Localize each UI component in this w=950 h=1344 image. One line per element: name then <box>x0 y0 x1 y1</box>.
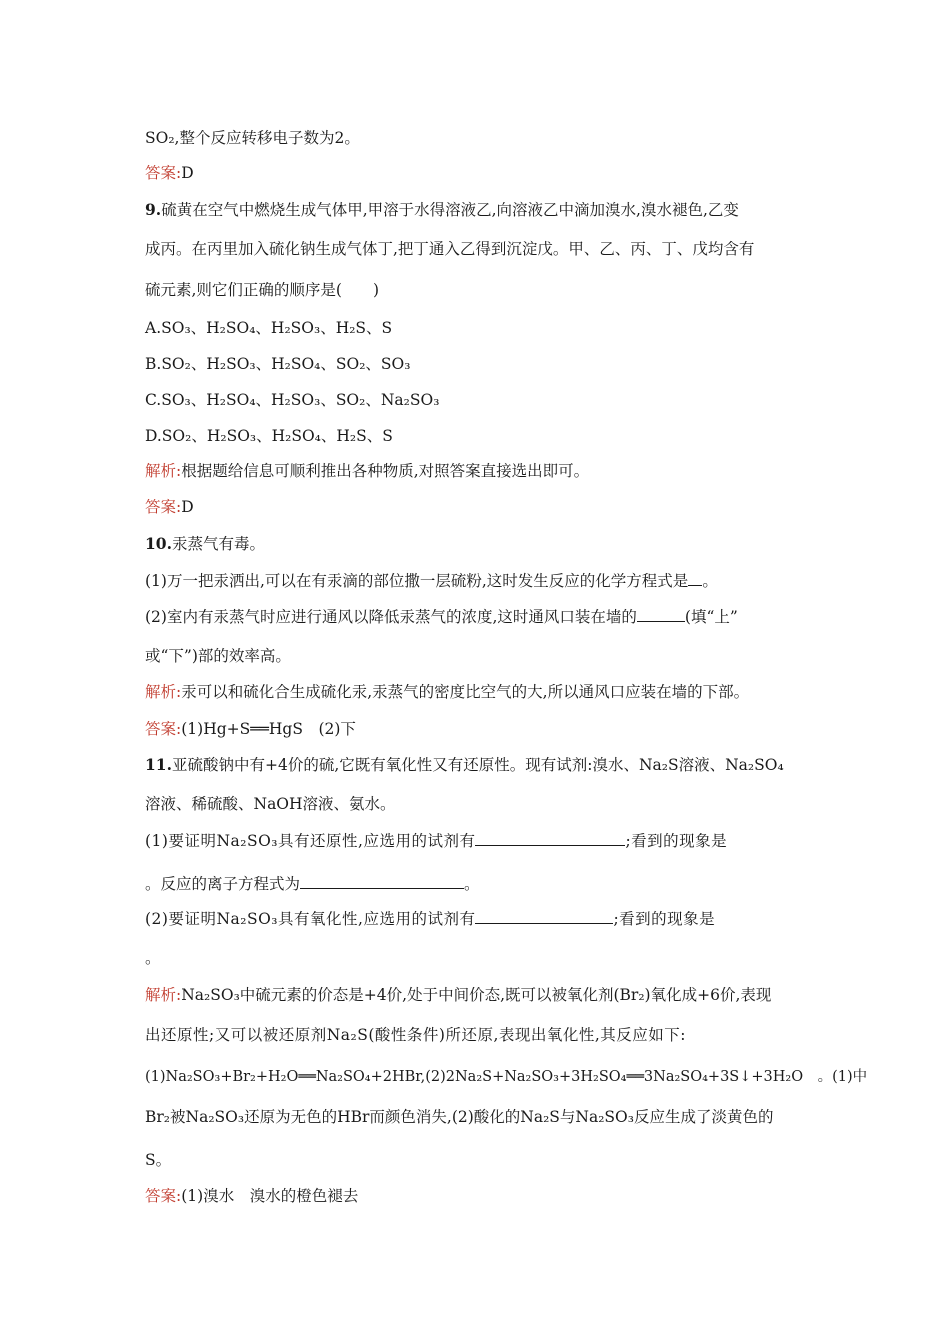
q10-answer-line <box>145 718 810 740</box>
q11-analysis-line-5: S。 <box>145 1151 172 1169</box>
q10-part2-end: (填“上” <box>684 608 738 626</box>
q9-analysis-line <box>145 460 810 482</box>
q8-answer-line <box>145 162 810 184</box>
q10-title-line <box>145 533 810 555</box>
q9-answer-line <box>145 496 810 518</box>
q11-analysis-line-2: 出还原性;又可以被还原剂Na₂S(酸性条件)所还原,表现出氧化性,其反应如下: <box>145 1026 687 1044</box>
q10-analysis-text: 汞可以和硫化合生成硫化汞,汞蒸气的密度比空气的大,所以通风口应装在墙的下部。 <box>181 683 750 701</box>
q10-part1-end: 。 <box>702 572 718 590</box>
q9-stem-line-1 <box>145 199 810 221</box>
q8-tail-text: ,整个反应转移电子数为2。 <box>174 129 360 147</box>
q9-stem-line-3 <box>145 279 810 301</box>
q11-answer-line <box>145 1185 810 1207</box>
q11-analysis-label: 解析: <box>145 986 182 1004</box>
q9-answer-value: D <box>181 498 194 516</box>
q11-stem-line-1 <box>145 754 810 776</box>
q11-number: 11. <box>145 755 172 774</box>
q8-tail-formula: SO₂ <box>145 129 175 147</box>
q10-analysis-label: 解析: <box>145 683 182 701</box>
q8-answer-value: D <box>181 164 194 182</box>
q10-analysis-line <box>145 681 810 703</box>
q9-option-a: A.SO₃、H₂SO₄、H₂SO₃、H₂S、S <box>145 319 393 337</box>
q9-stem-2: 成丙。在丙里加入硫化钠生成气体丁,把丁通入乙得到沉淀戊。甲、乙、丙、丁、戊均含有 <box>145 240 755 258</box>
q11-part2-text: (2)要证明Na₂SO₃具有氧化性,应选用的试剂有 <box>145 910 476 928</box>
q10-answer-label: 答案: <box>145 720 182 738</box>
q9-answer-label: 答案: <box>145 498 182 516</box>
q9-analysis-label: 解析: <box>145 462 182 480</box>
q10-part2-blank <box>637 605 685 622</box>
q8-answer-label: 答案: <box>145 164 182 182</box>
q11-stem-1: 亚硫酸钠中有+4价的硫,它既有氧化性又有还原性。现有试剂:溴水、Na₂S溶液、Na₂SO₄ <box>171 756 784 774</box>
q9-option-d: D.SO₂、H₂SO₃、H₂SO₄、H₂S、S <box>145 427 393 445</box>
q10-part2-cont: 或“下”)部的效率高。 <box>145 647 291 665</box>
q11-part1-end: 。 <box>464 875 480 893</box>
q10-part1-line <box>145 569 810 592</box>
q10-part2-text: (2)室内有汞蒸气时应进行通风以降低汞蒸气的浓度,这时通风口装在墙的 <box>145 608 637 626</box>
q11-part1-cont <box>145 872 810 895</box>
q11-part1-blank-equation <box>300 872 464 889</box>
q10-part1-text: (1)万一把汞洒出,可以在有汞滴的部位撒一层硫粉,这时发生反应的化学方程式是 <box>145 572 689 590</box>
q11-part1-equation-text: 。反应的离子方程式为 <box>145 875 301 893</box>
q9-option-c: C.SO₃、H₂SO₄、H₂SO₃、SO₂、Na₂SO₃ <box>145 391 440 409</box>
q10-part1-blank <box>688 569 702 586</box>
q11-answer-label: 答案: <box>145 1187 182 1205</box>
q11-part1-phenomenon: ;看到的现象是 <box>625 832 728 850</box>
q9-analysis-text: 根据题给信息可顺利推出各种物质,对照答案直接选出即可。 <box>181 462 590 480</box>
q11-part2-line <box>145 907 810 930</box>
q11-analysis-1: Na₂SO₃中硫元素的价态是+4价,处于中间价态,既可以被氧化剂(Br₂)氧化成+6价,表现 <box>181 986 772 1004</box>
q11-part1-blank-reagent <box>475 829 625 846</box>
q9-option-b: B.SO₂、H₂SO₃、H₂SO₄、SO₂、SO₃ <box>145 355 411 373</box>
q11-analysis-line-3: (1)Na₂SO₃+Br₂+H₂O══Na₂SO₄+2HBr,(2)2Na₂S+Na₂SO₃+3H₂SO₄══3Na₂SO₄+3S↓+3H₂O 。(1)中 <box>145 1069 868 1085</box>
q11-analysis-line-4: Br₂被Na₂SO₃还原为无色的HBr而颜色消失,(2)酸化的Na₂S与Na₂SO₃反应生成了淡黄色的 <box>145 1108 774 1126</box>
q9-stem-1: 硫黄在空气中燃烧生成气体甲,甲溶于水得溶液乙,向溶液乙中滴加溴水,溴水褪色,乙变 <box>161 201 739 219</box>
q9-stem-3: 硫元素,则它们正确的顺序是( ) <box>145 281 380 299</box>
q11-answer-value: (1)溴水 溴水的橙色褪去 <box>181 1187 359 1205</box>
q11-part2-cont: 。 <box>145 949 161 967</box>
q11-part1-text: (1)要证明Na₂SO₃具有还原性,应选用的试剂有 <box>145 832 476 850</box>
q11-part2-blank-reagent <box>475 907 613 924</box>
q11-part1-line <box>145 829 810 852</box>
q9-stem-line-2 <box>145 238 810 260</box>
q8-tail-line <box>145 127 810 149</box>
q10-title: 汞蒸气有毒。 <box>171 535 265 553</box>
q9-number: 9. <box>145 200 162 219</box>
q11-part2-phenomenon: ;看到的现象是 <box>613 910 716 928</box>
q10-number: 10. <box>145 534 172 553</box>
q10-part2-line <box>145 605 810 628</box>
q10-answer-value: (1)Hg+S══HgS (2)下 <box>181 720 356 738</box>
q11-stem-line-2: 溶液、稀硫酸、NaOH溶液、氨水。 <box>145 795 396 813</box>
q11-analysis-line-1 <box>145 984 810 1006</box>
